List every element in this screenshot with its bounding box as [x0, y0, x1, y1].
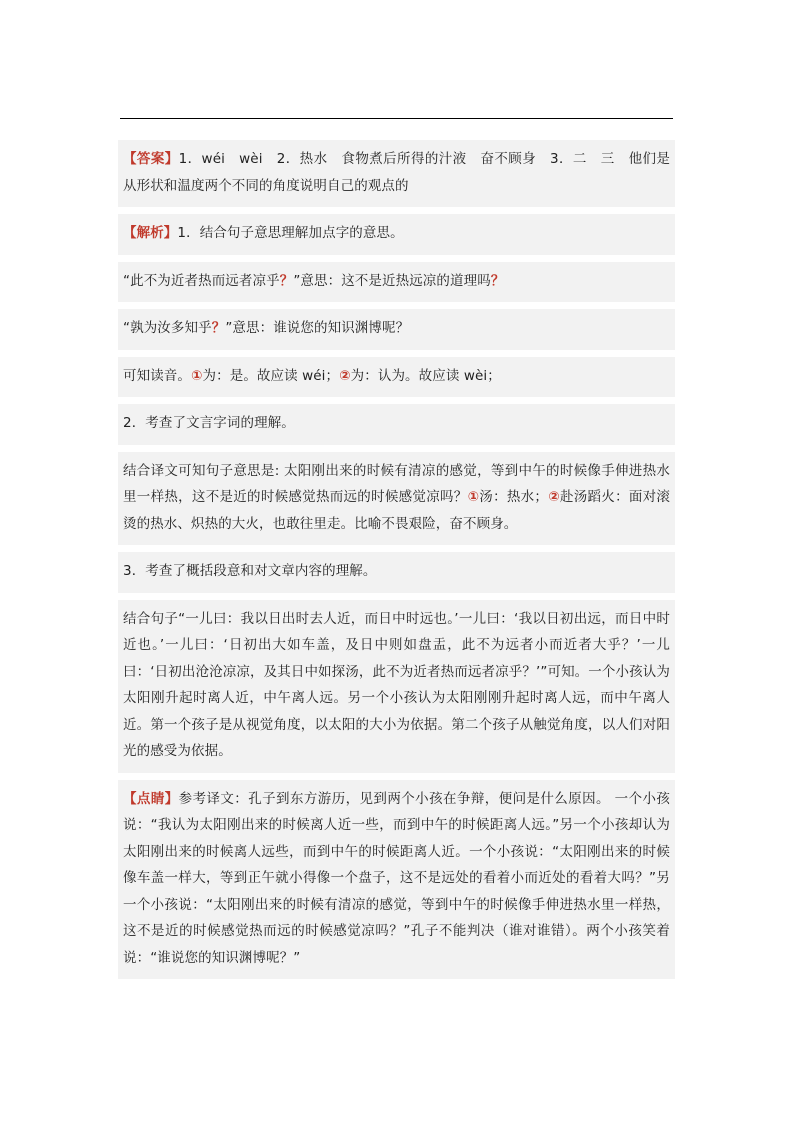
- line-text: “此不为近者热而远者凉乎: [123, 272, 280, 289]
- line-text: “孰为汝多知乎: [123, 320, 212, 336]
- analysis-line-2: [118, 309, 675, 350]
- section-2-heading: [118, 404, 675, 445]
- answer-tag: 【答案】: [123, 151, 179, 167]
- paragraph-text: 赴汤蹈火：面对滚烫的热水、炽热的大火，也敢往里走。比喻不畏艰险，奋不顾身。: [123, 489, 671, 532]
- line-text: 为：认为。故应读 wèi；: [350, 367, 501, 384]
- line-text: 为：是。故应读 wéi；: [202, 367, 340, 384]
- section-heading: 3．考查了概括段意和对文章内容的理解。: [123, 563, 377, 579]
- comment-block: [118, 780, 675, 980]
- comment-text: 参考译文：孔子到东方游历，见到两个小孩在争辩，便问是什么原因。 一个小孩说：“我认为太阳刚出来的时候离人近一些，而到中午的时候距离人远。”另一个小孩却认为太阳刚出来的时候离人远些，而到中午的时候距离人近。一个小孩说：“太阳刚出来的时候像车盖一样大，等到正午就小得像一个盘子，这不是远处的看着小而近处的看着大吗？”另一个小孩说：“太阳刚出来的时候有清凉的感觉，等到中午的时候像手伸进热水里一样热，这不是近的时候感觉热而远的时候感觉凉吗？”孔子不能判决（谁对谁错）。两个小孩笑着说：“谁说您的知识渊博呢？”: [123, 790, 670, 966]
- answer-text: 1．wéi wèi 2．热水 食物煮后所得的汁液 奋不顾身 3．二 三 他们是从形状和温度两个不同的角度说明自己的观点的: [123, 151, 670, 194]
- circled-number: ①: [467, 489, 480, 505]
- question-mark: ？: [211, 320, 226, 336]
- document-body: [118, 140, 675, 979]
- section-3-body: [118, 600, 675, 773]
- circled-number: ①: [191, 367, 203, 384]
- analysis-line-1: [118, 262, 675, 303]
- analysis-line-3: [118, 357, 675, 398]
- analysis-intro-text: 1．结合句子意思理解加点字的意思。: [177, 225, 404, 241]
- section-3-heading: [118, 552, 675, 593]
- answer-block: [118, 140, 675, 207]
- paragraph-text: 结合句子“一儿曰：我以日出时去人近，而日中时远也。’一儿曰：‘我以日初出远，而日中时近也。’一儿曰：‘日初出大如车盖，及日中则如盘盂，此不为远者小而近者大乎？’一儿曰：‘日初出沧沧凉凉，及其日中如探汤，此不为近者热而远者凉乎？’”可知。一个小孩认为太阳刚升起时离人近，中午离人远。另一个小孩认为太阳刚刚升起时离人远，而中午离人近。第一个孩子是从视觉角度，以太阳的大小为依据。第二个孩子从触觉角度，以人们对阳光的感受为依据。: [123, 610, 670, 759]
- paragraph-text: 结合译文可知句子意思是: 太阳刚出来的时候有清凉的感觉，等到中午的时候像手伸进热水里一样热，这不是近的时候感觉热而远的时候感觉凉吗？: [123, 462, 670, 505]
- comment-tag: 【点睛】: [123, 790, 179, 807]
- paragraph-text: 汤：热水；: [479, 489, 549, 505]
- question-mark: ？: [279, 272, 294, 289]
- header-rule: [120, 118, 673, 119]
- question-mark: ？: [490, 272, 505, 289]
- section-heading: 2．考查了文言字词的理解。: [123, 415, 295, 431]
- line-text: ”意思：谁说您的知识渊博呢？: [225, 320, 410, 336]
- circled-number: ②: [339, 367, 351, 384]
- analysis-intro: [118, 214, 675, 255]
- line-text: ”意思：这不是近热远凉的道理吗: [293, 272, 491, 289]
- circled-number: ②: [548, 489, 560, 505]
- analysis-tag: 【解析】: [123, 225, 178, 241]
- line-text: 可知读音。: [123, 367, 191, 384]
- section-2-body: [118, 452, 675, 546]
